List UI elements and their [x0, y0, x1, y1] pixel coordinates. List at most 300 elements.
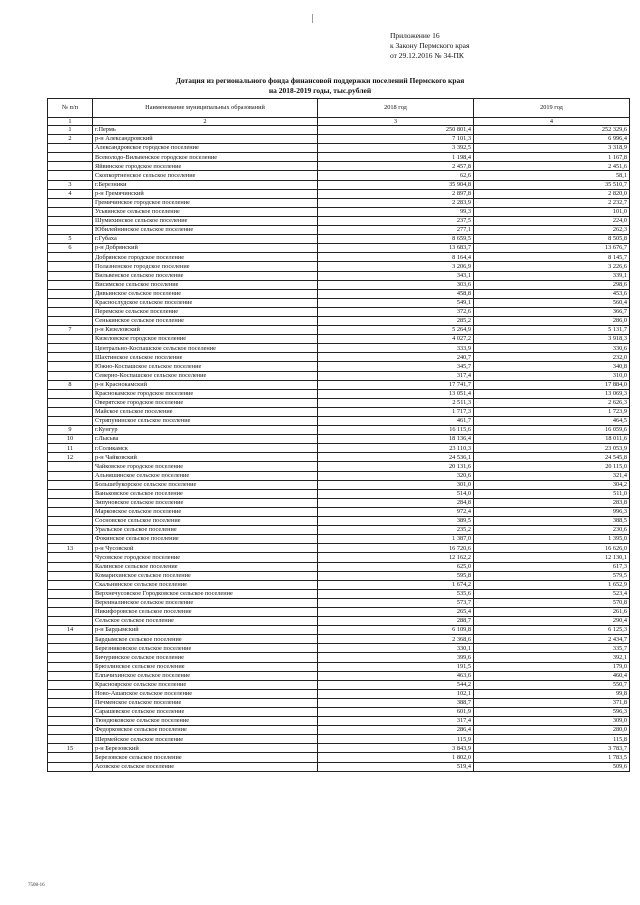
row-name: Брюзлинское сельское поселение — [93, 662, 318, 671]
table-row — [48, 135, 630, 144]
row-name: Березовское сельское поселение — [93, 753, 318, 762]
row-value-2019: 388,5 — [474, 517, 630, 526]
row-value-2019: 339,1 — [474, 271, 630, 280]
table-row — [48, 744, 630, 753]
row-value-2018: 102,1 — [318, 689, 474, 698]
row-value-2018: 235,2 — [318, 526, 474, 535]
row-name: Комарихинское сельское поселение — [93, 571, 318, 580]
table-row — [48, 153, 630, 162]
row-value-2018: 330,1 — [318, 644, 474, 653]
row-value-2018: 573,7 — [318, 598, 474, 607]
table-row — [48, 617, 630, 626]
row-number — [48, 153, 93, 162]
row-value-2018: 399,6 — [318, 653, 474, 662]
title-line: Дотация из регионального фонда финансовой поддержки поселений Пермского края — [175, 76, 465, 85]
row-name: Дивьинское сельское поселение — [93, 289, 318, 298]
row-name: Висимское сельское поселение — [93, 280, 318, 289]
row-number — [48, 316, 93, 325]
row-value-2018: 288,7 — [318, 617, 474, 626]
row-value-2018: 2 368,6 — [318, 635, 474, 644]
row-name: Вереиналинское сельское поселение — [93, 598, 318, 607]
row-name: Калинское сельское поселение — [93, 562, 318, 571]
row-value-2019: 366,7 — [474, 307, 630, 316]
table-row — [48, 489, 630, 498]
row-value-2018: 12 162,2 — [318, 553, 474, 562]
row-name: Бардымское сельское поселение — [93, 635, 318, 644]
row-name: Ваньковское сельское поселение — [93, 489, 318, 498]
row-value-2018: 8 659,5 — [318, 235, 474, 244]
row-value-2019: 309,0 — [474, 717, 630, 726]
row-number — [48, 389, 93, 398]
row-name: Шумихинское сельское поселение — [93, 216, 318, 225]
row-number: 8 — [48, 380, 93, 389]
row-name: Майское сельское поселение — [93, 407, 318, 416]
row-number — [48, 617, 93, 626]
row-name: Усьвинское сельское поселение — [93, 207, 318, 216]
row-value-2019: 340,8 — [474, 362, 630, 371]
row-value-2018: 1 717,3 — [318, 407, 474, 416]
row-name: р-н Березовский — [93, 744, 318, 753]
row-number — [48, 335, 93, 344]
row-name: Чусовское городское поселение — [93, 553, 318, 562]
row-number: 15 — [48, 744, 93, 753]
row-value-2019: 298,6 — [474, 280, 630, 289]
row-value-2019: 232,0 — [474, 353, 630, 362]
row-name: Оверятское городское поселение — [93, 398, 318, 407]
table-row — [48, 653, 630, 662]
row-number — [48, 498, 93, 507]
row-value-2019: 230,6 — [474, 526, 630, 535]
table-row — [48, 662, 630, 671]
row-value-2018: 3 392,5 — [318, 144, 474, 153]
row-number — [48, 144, 93, 153]
row-name: Шермейское сельское поселение — [93, 735, 318, 744]
row-name: Северно-Коспашское сельское поселение — [93, 371, 318, 380]
row-value-2019: 23 053,9 — [474, 444, 630, 453]
row-name: Стряпунинское сельское поселение — [93, 417, 318, 426]
row-value-2018: 99,3 — [318, 207, 474, 216]
row-name: р-н Кизеловский — [93, 326, 318, 335]
row-name: г.Кунгур — [93, 426, 318, 435]
table-row — [48, 498, 630, 507]
row-value-2019: 12 130,1 — [474, 553, 630, 562]
row-number — [48, 353, 93, 362]
table-row — [48, 298, 630, 307]
table-row — [48, 753, 630, 762]
row-name: р-н Гремячинский — [93, 189, 318, 198]
row-name: Полазненское городское поселение — [93, 262, 318, 271]
row-name: Верхнечусовское Городковское сельское поселение — [93, 589, 318, 598]
row-name: Сосновское сельское поселение — [93, 517, 318, 526]
row-value-2018: 23 110,3 — [318, 444, 474, 453]
row-name: Альняшинское сельское поселение — [93, 471, 318, 480]
row-name: Асовское сельское поселение — [93, 762, 318, 771]
table-row — [48, 680, 630, 689]
row-value-2018: 2 511,3 — [318, 398, 474, 407]
row-value-2019: 8 145,7 — [474, 253, 630, 262]
row-value-2018: 372,6 — [318, 307, 474, 316]
row-value-2018: 284,8 — [318, 498, 474, 507]
row-value-2018: 343,1 — [318, 271, 474, 280]
row-number — [48, 735, 93, 744]
row-value-2018: 2 283,9 — [318, 198, 474, 207]
row-value-2019: 280,0 — [474, 726, 630, 735]
row-value-2018: 240,7 — [318, 353, 474, 362]
table-row — [48, 426, 630, 435]
table-row — [48, 535, 630, 544]
row-value-2019: 24 545,8 — [474, 453, 630, 462]
row-number — [48, 198, 93, 207]
table-row — [48, 326, 630, 335]
table-row — [48, 207, 630, 216]
table-row — [48, 371, 630, 380]
row-number — [48, 489, 93, 498]
table-row — [48, 453, 630, 462]
row-number — [48, 698, 93, 707]
table-row — [48, 698, 630, 707]
row-value-2019: 579,5 — [474, 571, 630, 580]
row-value-2018: 389,5 — [318, 517, 474, 526]
grant-table — [47, 98, 630, 772]
row-value-2018: 8 164,4 — [318, 253, 474, 262]
row-number — [48, 535, 93, 544]
row-number — [48, 607, 93, 616]
row-number — [48, 762, 93, 771]
table-row — [48, 708, 630, 717]
row-number: 3 — [48, 180, 93, 189]
row-number — [48, 717, 93, 726]
row-value-2018: 625,0 — [318, 562, 474, 571]
appendix-line: к Закону Пермского края — [390, 41, 470, 50]
row-name: р-н Александровский — [93, 135, 318, 144]
table-row — [48, 644, 630, 653]
row-value-2018: 24 536,1 — [318, 453, 474, 462]
row-name: г.Пермь — [93, 126, 318, 135]
row-name: Тюндюковское сельское поселение — [93, 717, 318, 726]
row-value-2018: 519,4 — [318, 762, 474, 771]
row-name: Гремячинское городское поселение — [93, 198, 318, 207]
table-row — [48, 717, 630, 726]
row-name: Ново-Ашапское сельское поселение — [93, 689, 318, 698]
row-number — [48, 553, 93, 562]
table-row — [48, 335, 630, 344]
row-number — [48, 407, 93, 416]
row-value-2019: 1 167,8 — [474, 153, 630, 162]
row-value-2019: 58,1 — [474, 171, 630, 180]
table-row — [48, 589, 630, 598]
row-value-2019: 1 652,9 — [474, 580, 630, 589]
row-number — [48, 262, 93, 271]
table-row — [48, 598, 630, 607]
row-name: Шахтинское сельское поселение — [93, 353, 318, 362]
row-value-2018: 535,6 — [318, 589, 474, 598]
header-2019: 2019 год — [474, 99, 630, 118]
row-name: Сенькинское сельское поселение — [93, 316, 318, 325]
title-line: на 2018-2019 годы, тыс.рублей — [268, 86, 372, 95]
row-name: Добрянское городское поселение — [93, 253, 318, 262]
header-row — [48, 99, 630, 118]
row-number — [48, 226, 93, 235]
table-row — [48, 398, 630, 407]
row-value-2018: 237,5 — [318, 216, 474, 225]
row-value-2018: 13 051,4 — [318, 389, 474, 398]
table-row — [48, 344, 630, 353]
row-value-2019: 16 059,6 — [474, 426, 630, 435]
row-number — [48, 571, 93, 580]
row-name: г.Губаха — [93, 235, 318, 244]
row-value-2018: 17 741,7 — [318, 380, 474, 389]
row-value-2019: 13 676,7 — [474, 244, 630, 253]
row-value-2019: 290,4 — [474, 617, 630, 626]
row-number — [48, 708, 93, 717]
row-number — [48, 280, 93, 289]
table-row — [48, 671, 630, 680]
row-name: Сельское сельское поселение — [93, 617, 318, 626]
row-name: Краснокамское городское поселение — [93, 389, 318, 398]
row-value-2019: 1 723,9 — [474, 407, 630, 416]
row-name: р-н Чайковский — [93, 453, 318, 462]
table-row — [48, 380, 630, 389]
row-value-2019: 511,0 — [474, 489, 630, 498]
row-value-2018: 461,7 — [318, 417, 474, 426]
row-value-2019: 99,8 — [474, 689, 630, 698]
row-name: Яйвинское городское поселение — [93, 162, 318, 171]
table-row — [48, 307, 630, 316]
table-row — [48, 544, 630, 553]
row-value-2018: 35 904,8 — [318, 180, 474, 189]
table-row — [48, 507, 630, 516]
row-number — [48, 307, 93, 316]
row-number: 12 — [48, 453, 93, 462]
table-row — [48, 580, 630, 589]
row-name: Вильвенское сельское поселение — [93, 271, 318, 280]
footer-code: 7508-16 — [28, 883, 45, 888]
row-value-2019: 304,2 — [474, 480, 630, 489]
row-value-2019: 1 783,5 — [474, 753, 630, 762]
row-name: Южно-Коспашское сельское поселение — [93, 362, 318, 371]
row-number — [48, 171, 93, 180]
row-value-2019: 8 505,8 — [474, 235, 630, 244]
row-value-2018: 1 198,4 — [318, 153, 474, 162]
table-row — [48, 353, 630, 362]
row-name: р-н Добрянский — [93, 244, 318, 253]
row-number — [48, 480, 93, 489]
row-number: 1 — [48, 126, 93, 135]
row-value-2018: 285,2 — [318, 316, 474, 325]
header-number: № п/п — [48, 99, 93, 118]
table-row — [48, 626, 630, 635]
row-name: Скальнинское сельское поселение — [93, 580, 318, 589]
row-value-2019: 1 395,0 — [474, 535, 630, 544]
row-number — [48, 362, 93, 371]
row-value-2018: 1 387,0 — [318, 535, 474, 544]
column-index: 1 — [48, 118, 93, 126]
row-number: 7 — [48, 326, 93, 335]
row-value-2018: 595,8 — [318, 571, 474, 580]
table-row — [48, 635, 630, 644]
table-row — [48, 726, 630, 735]
row-value-2019: 3 918,3 — [474, 335, 630, 344]
table-row — [48, 171, 630, 180]
row-value-2018: 301,0 — [318, 480, 474, 489]
row-value-2019: 335,7 — [474, 644, 630, 653]
row-value-2018: 345,7 — [318, 362, 474, 371]
row-value-2019: 16 626,0 — [474, 544, 630, 553]
row-value-2019: 596,3 — [474, 708, 630, 717]
table-row — [48, 289, 630, 298]
row-value-2019: 392,1 — [474, 653, 630, 662]
row-value-2019: 115,8 — [474, 735, 630, 744]
table-row — [48, 126, 630, 135]
row-value-2019: 464,5 — [474, 417, 630, 426]
row-name: Березниковское сельское поселение — [93, 644, 318, 653]
table-row — [48, 471, 630, 480]
table-row — [48, 517, 630, 526]
row-value-2018: 277,1 — [318, 226, 474, 235]
row-value-2019: 2 626,3 — [474, 398, 630, 407]
row-value-2019: 20 115,0 — [474, 462, 630, 471]
row-value-2018: 16 720,6 — [318, 544, 474, 553]
table-row — [48, 216, 630, 225]
row-number — [48, 526, 93, 535]
table-row — [48, 162, 630, 171]
row-number — [48, 507, 93, 516]
row-value-2019: 18 011,6 — [474, 435, 630, 444]
row-value-2018: 13 683,7 — [318, 244, 474, 253]
row-value-2019: 3 783,7 — [474, 744, 630, 753]
table-row — [48, 226, 630, 235]
row-name: Марковское сельское поселение — [93, 507, 318, 516]
row-name: г.Соликамск — [93, 444, 318, 453]
row-name: Зипуновское сельское поселение — [93, 498, 318, 507]
row-number — [48, 653, 93, 662]
row-number — [48, 644, 93, 653]
row-value-2018: 286,4 — [318, 726, 474, 735]
row-number — [48, 589, 93, 598]
table-row — [48, 562, 630, 571]
row-number: 9 — [48, 426, 93, 435]
row-number — [48, 753, 93, 762]
row-value-2018: 388,7 — [318, 698, 474, 707]
row-number — [48, 162, 93, 171]
row-value-2018: 1 674,2 — [318, 580, 474, 589]
table-row — [48, 198, 630, 207]
row-value-2018: 303,6 — [318, 280, 474, 289]
row-name: Центрально-Коспашское сельское поселение — [93, 344, 318, 353]
table-row — [48, 417, 630, 426]
row-value-2019: 560,4 — [474, 298, 630, 307]
column-index: 4 — [474, 118, 630, 126]
table-row — [48, 180, 630, 189]
table-row — [48, 189, 630, 198]
table-row — [48, 407, 630, 416]
row-number — [48, 680, 93, 689]
column-index: 2 — [93, 118, 318, 126]
table-row — [48, 144, 630, 153]
row-value-2019: 523,4 — [474, 589, 630, 598]
row-value-2018: 514,0 — [318, 489, 474, 498]
row-number: 5 — [48, 235, 93, 244]
row-name: Краснослудское сельское поселение — [93, 298, 318, 307]
row-value-2019: 13 069,3 — [474, 389, 630, 398]
row-value-2018: 191,5 — [318, 662, 474, 671]
row-name: Перемское сельское поселение — [93, 307, 318, 316]
table-row — [48, 271, 630, 280]
table-row — [48, 244, 630, 253]
row-number — [48, 289, 93, 298]
row-value-2018: 3 206,9 — [318, 262, 474, 271]
table-row — [48, 362, 630, 371]
row-number — [48, 580, 93, 589]
row-name: Александровское городское поселение — [93, 144, 318, 153]
row-value-2019: 3 318,9 — [474, 144, 630, 153]
row-number — [48, 471, 93, 480]
row-name: Печменское сельское поселение — [93, 698, 318, 707]
row-value-2019: 261,6 — [474, 607, 630, 616]
row-number — [48, 517, 93, 526]
row-number — [48, 635, 93, 644]
header-2018: 2018 год — [318, 99, 474, 118]
row-name: Юбилейнинское сельское поселение — [93, 226, 318, 235]
row-number: 6 — [48, 244, 93, 253]
row-number: 2 — [48, 135, 93, 144]
row-value-2019: 371,8 — [474, 698, 630, 707]
row-value-2019: 2 434,7 — [474, 635, 630, 644]
row-name: Сарашевское сельское поселение — [93, 708, 318, 717]
appendix-line: Приложение 16 — [390, 31, 440, 40]
row-name: Красноярское сельское поселение — [93, 680, 318, 689]
row-name: Елпачихинское сельское поселение — [93, 671, 318, 680]
row-number: 11 — [48, 444, 93, 453]
appendix-line: от 29.12.2016 № 34-ПК — [390, 51, 464, 60]
row-name: г.Лысьва — [93, 435, 318, 444]
row-value-2019: 996,3 — [474, 507, 630, 516]
table-row — [48, 235, 630, 244]
row-value-2019: 310,0 — [474, 371, 630, 380]
row-value-2018: 317,4 — [318, 717, 474, 726]
row-value-2019: 286,0 — [474, 316, 630, 325]
row-number — [48, 216, 93, 225]
row-value-2018: 2 897,8 — [318, 189, 474, 198]
row-value-2019: 2 451,6 — [474, 162, 630, 171]
row-value-2019: 570,8 — [474, 598, 630, 607]
row-number — [48, 417, 93, 426]
row-number — [48, 662, 93, 671]
table-row — [48, 435, 630, 444]
row-value-2019: 283,8 — [474, 498, 630, 507]
row-value-2018: 265,4 — [318, 607, 474, 616]
table-row — [48, 444, 630, 453]
row-value-2018: 16 115,6 — [318, 426, 474, 435]
row-value-2018: 544,2 — [318, 680, 474, 689]
row-value-2018: 601,9 — [318, 708, 474, 717]
table-row — [48, 689, 630, 698]
row-number: 4 — [48, 189, 93, 198]
row-number — [48, 562, 93, 571]
row-value-2018: 2 457,8 — [318, 162, 474, 171]
row-name: Большебукорское сельское поселение — [93, 480, 318, 489]
row-number: 14 — [48, 626, 93, 635]
row-value-2019: 262,3 — [474, 226, 630, 235]
table-row — [48, 389, 630, 398]
row-value-2018: 1 802,0 — [318, 753, 474, 762]
row-number: 13 — [48, 544, 93, 553]
row-number — [48, 726, 93, 735]
table-row — [48, 262, 630, 271]
row-value-2018: 5 264,9 — [318, 326, 474, 335]
row-value-2019: 330,6 — [474, 344, 630, 353]
row-value-2018: 333,9 — [318, 344, 474, 353]
